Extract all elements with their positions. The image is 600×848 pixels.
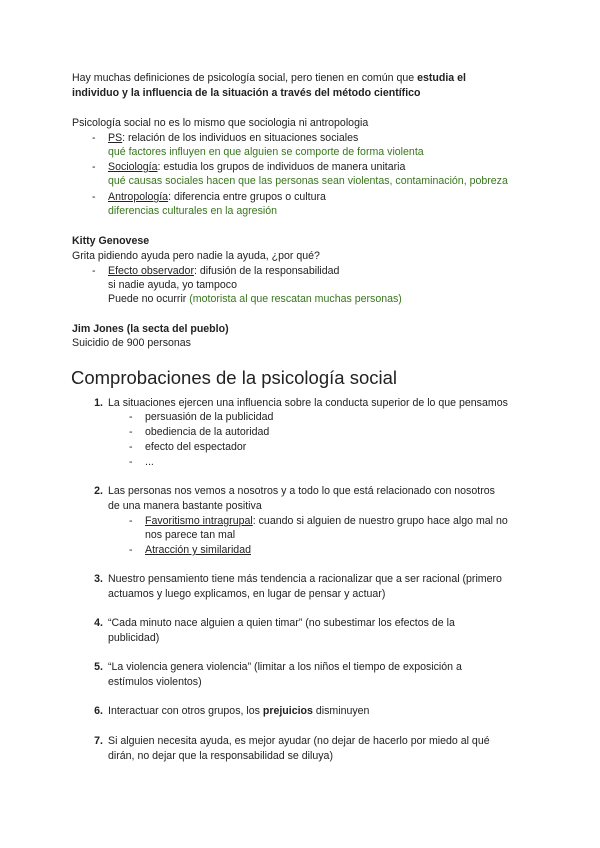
- numbered-item-5: 5. “La violencia genera violencia” (limitar a los niños el tiempo de exposición a: [94, 661, 462, 673]
- term-atraccion: Atracción y similaridad: [145, 544, 251, 556]
- numbered-item-4: 4. “Cada minuto nace alguien a quien timar” (no subestimar los efectos de la: [94, 617, 455, 629]
- item-continuation: publicidad): [108, 632, 160, 644]
- sub-item: - ...: [129, 456, 154, 468]
- numbered-item-1: 1. La situaciones ejercen una influencia sobre la conducta superior de lo que pensamos: [94, 397, 508, 409]
- kitty-sub2: Puede no ocurrir (motorista al que rescatan muchas personas): [108, 293, 402, 305]
- kitty-line: Grita pidiendo ayuda pero nadie la ayuda, ¿por qué?: [72, 250, 320, 262]
- item-continuation: actuamos y luego explicamos, en lugar de pensar y actuar): [108, 588, 386, 600]
- bullet-dash: -: [129, 426, 133, 438]
- item-continuation: nos parece tan mal: [145, 529, 236, 541]
- item-note: qué factores influyen en que alguien se comporte de forma violenta: [108, 146, 424, 158]
- bullet-dash: -: [92, 161, 96, 173]
- bullet-dash: -: [92, 132, 96, 144]
- item-continuation: de una manera bastante positiva: [108, 500, 262, 512]
- section1-lead: [0, 116, 600, 131]
- item-continuation: dirán, no dejar que la responsabilidad se diluya): [108, 750, 333, 762]
- item-text: Antropología: diferencia entre grupos o cultura: [108, 191, 326, 203]
- sub-item: - efecto del espectador: [129, 441, 247, 453]
- term-sociologia: Sociología: [108, 161, 158, 173]
- numbered-item-2: 2. Las personas nos vemos a nosotros y a todo lo que está relacionado con nosotros: [94, 485, 495, 497]
- bullet-dash: -: [92, 265, 96, 277]
- intro-paragraph: [72, 71, 512, 100]
- numbered-item-7: 7. Si alguien necesita ayuda, es mejor ayudar (no dejar de hacerlo por miedo al qué: [94, 735, 490, 747]
- term-efecto-observador: Efecto observador: [108, 265, 194, 277]
- kitty-sub1: si nadie ayuda, yo tampoco: [108, 279, 237, 291]
- item-note: qué causas sociales hacen que las personas sean violentas, contaminación, pobreza: [108, 175, 508, 187]
- kitty-title: Kitty Genovese: [72, 235, 150, 247]
- bullet-dash: -: [92, 191, 96, 203]
- bullet-dash: -: [129, 515, 133, 527]
- jim-line: Suicidio de 900 personas: [72, 337, 191, 349]
- term-favoritismo: Favoritismo intragrupal: [145, 515, 253, 527]
- list-item: [0, 264, 600, 279]
- section1-lead-text: Psicología social no es lo mismo que sociologia ni antropologia: [72, 117, 369, 129]
- term-ps: PS: [108, 132, 123, 144]
- item-continuation: estímulos violentos): [108, 676, 202, 688]
- intro-text: Hay muchas definiciones de psicología social, pero tienen en común que: [72, 72, 418, 84]
- item-text: PS: relación de los individuos en situaciones sociales: [108, 132, 359, 144]
- numbered-item-3: 3. Nuestro pensamiento tiene más tendencia a racionalizar que a ser racional (primero: [94, 573, 502, 585]
- term-antropologia: Antropología: [108, 191, 169, 203]
- sub-item: - obediencia de la autoridad: [129, 426, 270, 438]
- bullet-dash: -: [129, 456, 133, 468]
- list-item: [0, 160, 600, 175]
- sub-item: - persuasión de la publicidad: [129, 411, 274, 423]
- item-text: Sociología: estudia los grupos de individuos de manera unitaria: [108, 161, 406, 173]
- sub-item: [0, 543, 600, 558]
- intro-bold: estudia el individuo y la influencia de la situación a través del método científico: [72, 72, 466, 99]
- sub-item: - Favoritismo intragrupal: cuando si alguien de nuestro grupo hace algo mal no: [129, 515, 508, 527]
- numbered-item-6: 6. Interactuar con otros grupos, los prejuicios disminuyen: [94, 705, 370, 717]
- jim-title: Jim Jones (la secta del pueblo): [72, 323, 229, 335]
- bullet-dash: -: [129, 441, 133, 453]
- item-text: Efecto observador: difusión de la responsabilidad: [108, 265, 340, 277]
- bullet-dash: -: [129, 411, 133, 423]
- section-heading: Comprobaciones de la psicología social: [71, 367, 397, 388]
- bullet-dash: -: [129, 544, 133, 556]
- list-item: [0, 190, 600, 205]
- item-note: diferencias culturales en la agresión: [108, 205, 278, 217]
- list-item: [0, 131, 600, 146]
